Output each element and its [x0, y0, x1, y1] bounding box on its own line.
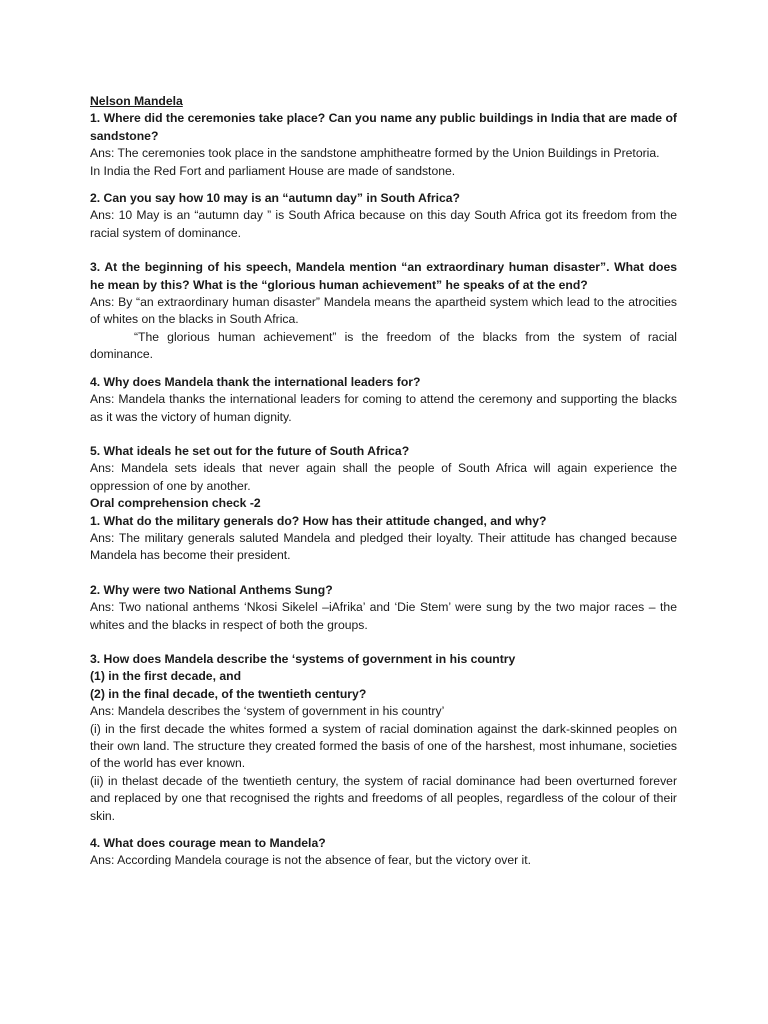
document-body	[90, 110, 677, 869]
answer-text: (ii) in thelast decade of the twentieth century, the system of racial dominance had been overturned forever and replaced by one that recognised the rights and freedoms of all peoples, regardless of the colour of their skin.	[90, 773, 677, 823]
question-text: 1. What do the military generals do? How has their attitude changed, and why?	[90, 513, 547, 528]
answer-text: Ans: Mandela thanks the international leaders for coming to attend the ceremony and supporting the blacks as it was the victory of human dignity.	[90, 392, 677, 424]
question-text: (2) in the final decade, of the twentieth century?	[90, 686, 367, 701]
question-text: Oral comprehension check -2	[90, 496, 261, 511]
question-text: 2. Can you say how 10 may is an “autumn day” in South Africa?	[90, 191, 460, 206]
question-text: 1. Where did the ceremonies take place? Can you name any public buildings in India that are made of sandstone?	[90, 111, 677, 143]
answer-text: Ans: 10 May is an “autumn day ” is South Africa because on this day South Africa got its freedom from the racial system of dominance.	[90, 208, 677, 240]
question-text: 5. What ideals he set out for the future of South Africa?	[90, 443, 410, 458]
answer-text: “The glorious human achievement” is the freedom of the blacks from the system of racial dominance.	[90, 329, 677, 362]
document-title: Nelson Mandela	[90, 94, 183, 108]
answer-text: Ans: The military generals saluted Mandela and pledged their loyalty. Their attitude has changed because Mandela has become their president.	[90, 530, 677, 563]
question-text: (1) in the first decade, and	[90, 669, 242, 684]
document-page	[90, 93, 677, 870]
answer-text: Ans: Mandela describes the ‘system of government in his country’	[90, 704, 445, 719]
question-text: 2. Why were two National Anthems Sung?	[90, 582, 333, 597]
answer-text: (i) in the first decade the whites formed a system of racial domination against the dark-skinned peoples on their own land. The structure they created formed the basis of one of the harshest, most inhumane, societies of the world has ever known.	[90, 721, 677, 771]
question-text: 4. What does courage mean to Mandela?	[90, 836, 326, 851]
question-text: 3. At the beginning of his speech, Mandela mention “an extraordinary human disaster”. What does he mean by this? What is the “glorious human achievement” he speaks of at the end?	[90, 260, 677, 292]
answer-text: Ans: According Mandela courage is not the absence of fear, but the victory over it.	[90, 853, 532, 868]
answer-text: Ans: Mandela sets ideals that never again shall the people of South Africa will again experience the oppression of one by another.	[90, 461, 677, 493]
answer-text: In India the Red Fort and parliament House are made of sandstone.	[90, 163, 456, 178]
question-text: 3. How does Mandela describe the ‘systems of government in his country	[90, 651, 516, 666]
answer-text: Ans: By “an extraordinary human disaster” Mandela means the apartheid system which lead to the atrocities of whites on the blacks in South Africa.	[90, 295, 677, 327]
question-text: 4. Why does Mandela thank the international leaders for?	[90, 374, 421, 389]
answer-text: Ans: The ceremonies took place in the sandstone amphitheatre formed by the Union Buildings in Pretoria.	[90, 146, 660, 161]
answer-text: Ans: Two national anthems ‘Nkosi Sikelel –iAfrika’ and ‘Die Stem’ were sung by the two major races – the whites and the blacks in respect of both the groups.	[90, 600, 677, 632]
